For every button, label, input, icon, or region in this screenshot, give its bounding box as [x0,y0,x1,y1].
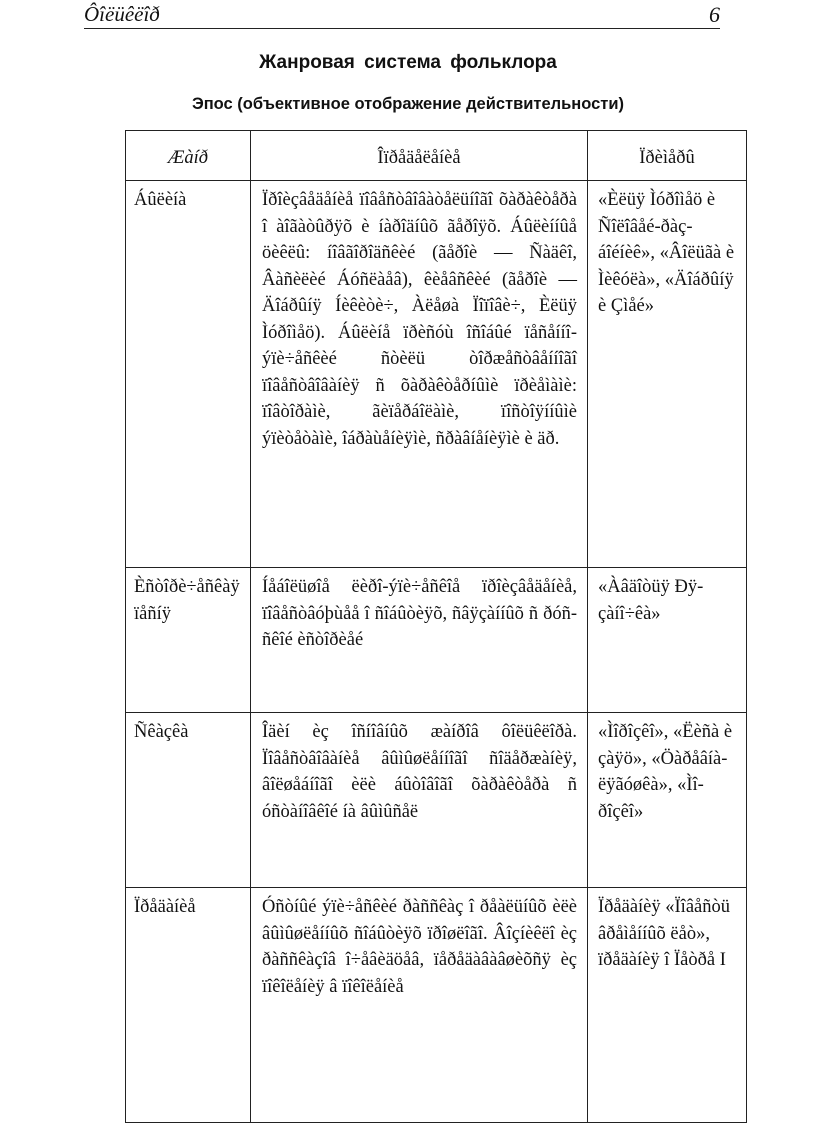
column-header-genre: Æàíð [126,131,251,181]
definition-cell: Îäèí èç îñíîâíûõ æàíðîâ ôîëüêëîðà. Ïîâåñòâîâàíèå âûìûøëåííîãî ñîäåðæàíèÿ, âîëøåáíîãî èëè áûòîâîãî õàðàêòåðà ñ óñòàíîâêîé íà âûìûñåë [251,713,588,888]
genre-cell: Áûëèíà [126,181,251,568]
column-header-definition: Îïðåäåëåíèå [251,131,588,181]
page-number: 6 [709,2,720,27]
genre-table [125,130,747,1123]
definition-cell: Óñòíûé ýïè÷åñêèé ðàññêàç î ðåàëüíûõ èëè âûìûøëåííûõ ñîáûòèÿõ ïðîøëîãî. Âîçíèêëî èç ðàññêàçîâ î÷åâèäöåâ, ïåðåäàâàâøèõñÿ èç ïîêîëåíèÿ â ïîêîëåíèå [251,888,588,1123]
table-row [126,713,747,888]
genre-cell: Ñêàçêà [126,713,251,888]
running-header-title: Ôîëüêëîð [84,2,160,26]
table-row [126,181,747,568]
column-header-examples: Ïðèìåðû [588,131,747,181]
genre-cell: Èñòîðè÷åñêàÿ ïåñíÿ [126,568,251,713]
table-header-row [126,131,747,181]
table-row [126,568,747,713]
definition-cell: Ïðîèçâåäåíèå ïîâåñòâîâàòåëüíîãî õàðàêòåðà î àîãàòûðÿõ è íàðîäíûõ ãåðîÿõ. Áûëèííûå öèêëû: íîâãîðîäñêèé (ãåðîè — Ñàäêî, Âàñèëèé Áóñëàåâ), êèåâñêèé (ãåðîè — Äîáðûíÿ Íèêèòè÷, Àëåøà Ïîïîâè÷, Èëüÿ Ìóðîìåö). Áûëèíå ïðèñóù îñîáûé ïåñåííî-ýïè÷åñêèé ñòèëü òîðæåñòâåííîãî ïîâåñòâîâàíèÿ ñ õàðàêòåðíûìè ïðèåìàìè: ïîâòîðàìè, ãèïåðáîëàìè, ïîñòîÿííûìè ýïèòåòàìè, îáðàùåíèÿìè, ñðàâíåíèÿìè è äð. [251,181,588,568]
section-subtitle: Эпос (объективное отображение действительности) [191,95,625,113]
genre-cell: Ïðåäàíèå [126,888,251,1123]
running-header [84,0,720,29]
page-title: Жанровая система фольклора [259,52,557,73]
table-row [126,888,747,1123]
definition-cell: Íåáîëüøîå ëèðî-ýïè÷åñêîå ïðîèçâåäåíèå, ïîâåñòâóþùåå î ñîáûòèÿõ, ñâÿçàííûõ ñ ðóññêîé èñòîðèåé [251,568,588,713]
examples-cell: «Àâäîòüÿ Ðÿçàíî÷êà» [588,568,747,713]
examples-cell: Ïðåäàíèÿ «Ïîâåñòü âðåìåííûõ ëåò», ïðåäàíèÿ î Ïåòðå I [588,888,747,1123]
examples-cell: «Ìîðîçêî», «Ëèñà è çàÿö», «Öàðåâíà-ëÿãóøêà», «Ìîðîçêî» [588,713,747,888]
examples-cell: «Èëüÿ Ìóðîìåö è Ñîëîâåé-ðàçáîéíèê», «Âîëüãà è Ìèêóëà», «Äîáðûíÿ è Çìåé» [588,181,747,568]
